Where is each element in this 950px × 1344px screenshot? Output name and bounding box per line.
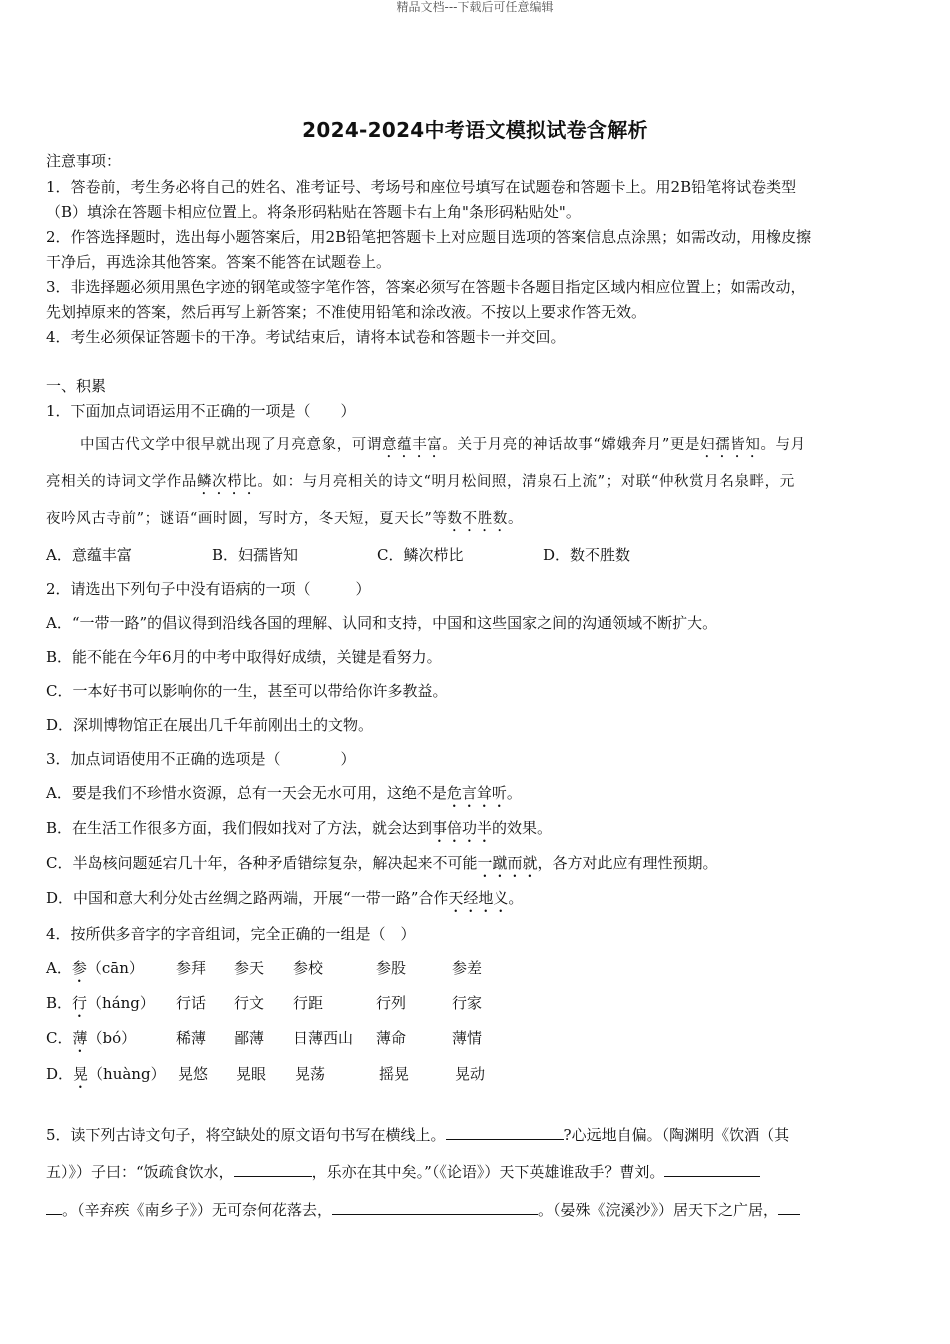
- option-d[interactable]: D．深圳博物馆正在展出几千年前刚出土的文物。: [46, 716, 374, 734]
- question-text: ?心远地自偏。（陶渊明《饮酒（其: [563, 1126, 790, 1144]
- question-5-line: [46, 1124, 789, 1145]
- word: 稀薄: [176, 1029, 207, 1047]
- answer-blank[interactable]: [778, 1199, 800, 1215]
- option-text: 。: [508, 889, 524, 907]
- section-heading: 一、积累: [46, 377, 107, 395]
- option-text: ，各方对此应有理性预期。: [537, 854, 718, 872]
- dotted-word: 意蕴丰富: [382, 437, 443, 453]
- notice-line: 先划掉原来的答案，然后再写上新答案；不准使用铅笔和涂改液。不按以上要求作答无效。: [46, 303, 647, 321]
- question-5-line: [46, 1161, 760, 1182]
- question-2-stem: 2．请选出下列句子中没有语病的一项（ ）: [46, 580, 371, 598]
- question-text: 。（晏殊《浣溪沙》）居天下之广居，: [538, 1201, 779, 1219]
- notice-heading: 注意事项：: [46, 152, 122, 170]
- answer-blank[interactable]: [46, 1199, 62, 1215]
- option-b[interactable]: B．妇孺皆知: [212, 546, 299, 564]
- passage-text: 。关于月亮的神话故事“嫦娥奔月”更是: [442, 437, 701, 453]
- word: 晃眼: [236, 1065, 267, 1083]
- word: 晃动: [455, 1065, 486, 1083]
- passage-text: 夜吟风古寺前”；谜语“画时圆，写时方，冬天短，夏天长”等: [46, 511, 448, 527]
- dotted-char: 薄: [72, 1029, 88, 1047]
- passage-text: 亮相关的诗词文学作品: [46, 474, 197, 490]
- word: 晃悠: [178, 1065, 209, 1083]
- word: 参股: [376, 959, 407, 977]
- option-a[interactable]: A．“一带一路”的倡议得到沿线各国的理解、认同和支持，中国和这些国家之间的沟通领域不断扩大。: [46, 614, 718, 632]
- option-b[interactable]: [46, 818, 552, 846]
- option-text: A．要是我们不珍惜水资源，总有一天会无水可用，这绝不是: [46, 784, 447, 802]
- passage-text: 。: [507, 511, 524, 527]
- dotted-word: 事倍功半: [432, 819, 493, 837]
- dotted-word: 鳞次栉比: [197, 474, 258, 490]
- word: 参校: [293, 959, 324, 977]
- dotted-word: 妇孺皆知: [700, 437, 761, 453]
- option-label: B．行（háng）: [46, 994, 155, 1012]
- notice-line: 4．考生必须保证答题卡的干净。考试结束后，请将本试卷和答题卡一并交回。: [46, 328, 566, 346]
- option-a[interactable]: A．意蕴丰富: [46, 546, 132, 564]
- dotted-word: 天经地义: [448, 889, 509, 907]
- answer-blank[interactable]: [234, 1161, 312, 1177]
- word: 行列: [376, 994, 407, 1012]
- word: 行文: [234, 994, 265, 1012]
- question-1-passage: [46, 509, 523, 535]
- answer-blank[interactable]: [446, 1124, 564, 1140]
- passage-text: 中国古代文学中很早就出现了月亮意象，可谓: [80, 437, 382, 453]
- word: 行话: [176, 994, 207, 1012]
- answer-blank[interactable]: [332, 1199, 538, 1215]
- question-text: 五）》）子曰：“饭疏食饮水，: [46, 1163, 234, 1181]
- option-d[interactable]: D．数不胜数: [543, 546, 631, 564]
- page-header: 精品文档---下载后可任意编辑: [396, 0, 554, 14]
- word: 薄命: [376, 1029, 407, 1047]
- exam-body: [46, 0, 906, 1344]
- passage-text: 。与月: [760, 437, 806, 453]
- option-c[interactable]: [46, 853, 718, 881]
- notice-line: （B）填涂在答题卡相应位置上。将条形码粘贴在答题卡右上角"条形码粘贴处"。: [46, 203, 581, 221]
- question-4-stem: 4．按所供多音字的字音组词，完全正确的一组是（ ）: [46, 925, 416, 943]
- question-1-passage: [80, 435, 806, 461]
- word: 鄙薄: [234, 1029, 265, 1047]
- option-b[interactable]: B．能不能在今年6月的中考中取得好成绩，关键是看努力。: [46, 648, 442, 666]
- option-label: A．参（cān）: [46, 959, 144, 977]
- question-5-line: [46, 1199, 800, 1220]
- dotted-char: 参: [71, 959, 87, 977]
- option-label: D．晃（huàng）: [46, 1065, 166, 1083]
- option-text: B．在生活工作很多方面，我们假如找对了方法，就会达到: [46, 819, 433, 837]
- notice-line: 3．非选择题必须用黑色字迹的钢笔或签字笔作答，答案必须写在答题卡各题目指定区域内相应位置上；如需改动，: [46, 278, 806, 296]
- option-text: 的效果。: [492, 819, 553, 837]
- dotted-word: 数不胜数: [447, 511, 508, 527]
- word: 薄情: [452, 1029, 483, 1047]
- option-a[interactable]: [46, 783, 522, 811]
- page-title: 2024-2024中考语文模拟试卷含解析: [302, 118, 648, 142]
- question-1-passage: [46, 472, 795, 498]
- option-text: D．中国和意大利分处古丝绸之路两端，开展“一带一路”合作: [46, 889, 449, 907]
- word: 日薄西山: [293, 1029, 354, 1047]
- word: 参差: [452, 959, 483, 977]
- option-text: C．半岛核问题延宕几十年，各种矛盾错综复杂，解决起来不可能: [46, 854, 478, 872]
- word: 参天: [234, 959, 265, 977]
- question-text: ，乐亦在其中矣。”（《论语》）天下英雄谁敌手？曹刘。: [311, 1163, 665, 1181]
- option-c[interactable]: C．一本好书可以影响你的一生，甚至可以带给你许多教益。: [46, 682, 448, 700]
- word: 参拜: [176, 959, 207, 977]
- dotted-char: 行: [72, 994, 88, 1012]
- notice-line: 1．答卷前，考生务必将自己的姓名、准考证号、考场号和座位号填写在试题卷和答题卡上。用2B铅笔将试卷类型: [46, 178, 797, 196]
- option-label: C．薄（bó）: [46, 1029, 137, 1047]
- dotted-word: 一蹴而就: [477, 854, 538, 872]
- option-c[interactable]: C．鳞次栉比: [377, 546, 464, 564]
- question-text: 5．读下列古诗文句子，将空缺处的原文语句书写在横线上。: [46, 1126, 446, 1144]
- question-1-stem: 1．下面加点词语运用不正确的一项是（ ）: [46, 402, 356, 420]
- dotted-word: 危言耸听: [446, 784, 507, 802]
- question-3-stem: 3．加点词语使用不正确的选项是（ ）: [46, 750, 356, 768]
- answer-blank[interactable]: [664, 1161, 760, 1177]
- word: 摇晃: [379, 1065, 410, 1083]
- word: 行距: [293, 994, 324, 1012]
- word: 晃荡: [295, 1065, 326, 1083]
- notice-line: 干净后，再选涂其他答案。答案不能答在试题卷上。: [46, 253, 392, 271]
- option-text: 。: [506, 784, 522, 802]
- question-text: 。（辛弃疾《南乡子》）无可奈何花落去，: [62, 1201, 333, 1219]
- word: 行家: [452, 994, 483, 1012]
- notice-line: 2．作答选择题时，选出每小题答案后，用2B铅笔把答题卡上对应题目选项的答案信息点涂黑；如需改动，用橡皮擦: [46, 228, 812, 246]
- dotted-char: 晃: [73, 1065, 89, 1083]
- option-d[interactable]: [46, 888, 523, 916]
- passage-text: 。如：与月亮相关的诗文“明月松间照，清泉石上流”；对联“仲秋赏月名泉畔，元: [257, 474, 795, 490]
